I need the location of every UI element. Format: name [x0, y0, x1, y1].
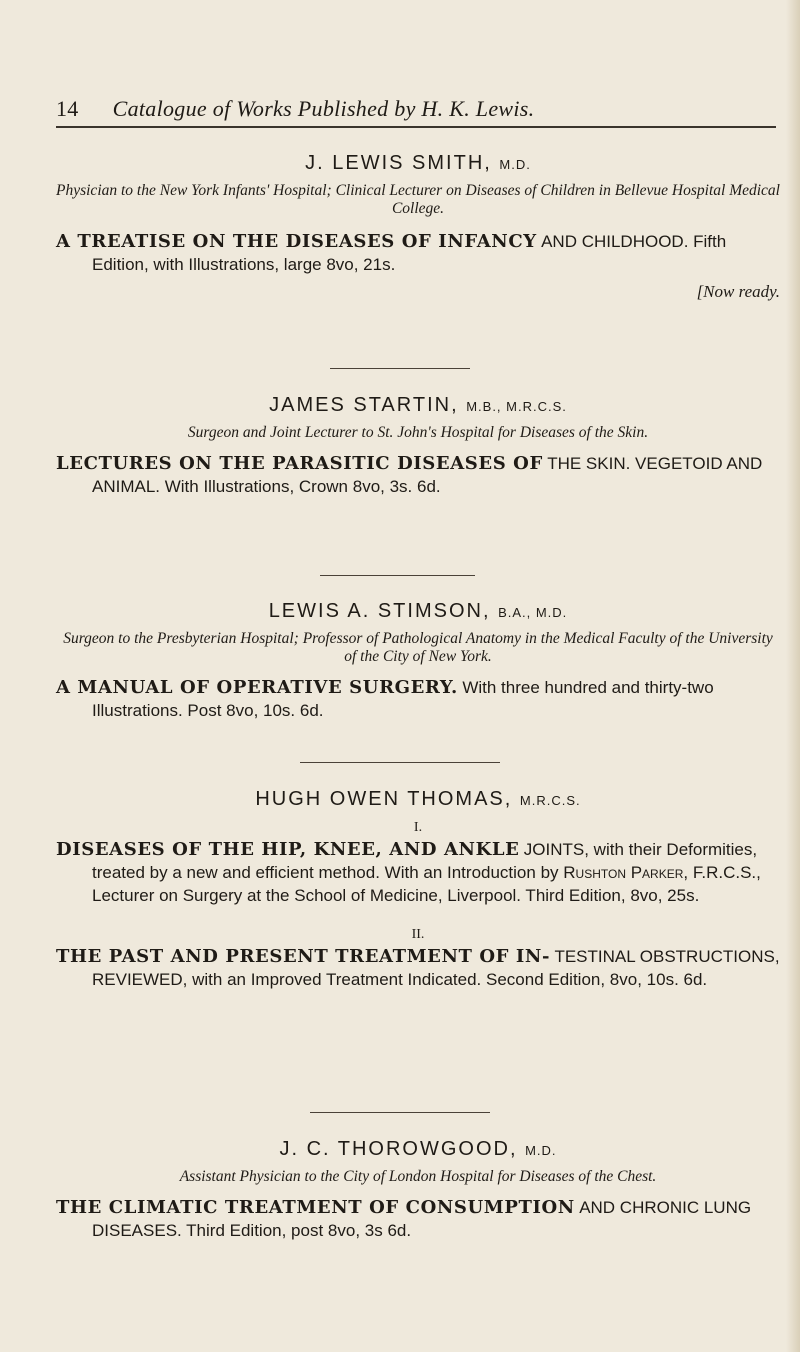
header-rule — [56, 126, 776, 128]
work-title: A TREATISE ON THE DISEASES OF INFANCY — [56, 231, 537, 252]
work-title: DISEASES OF THE HIP, KNEE, AND ANKLE — [56, 839, 520, 860]
work-listing — [56, 452, 780, 498]
author-text: J. LEWIS SMITH, — [305, 152, 492, 174]
work-title: LECTURES ON THE PARASITIC DISEASES OF — [56, 453, 543, 474]
author-affiliation: Physician to the New York Infants' Hospital; Clinical Lecturer on Diseases of Children in Bellevue Hospital Medical College. — [56, 182, 780, 217]
author-name — [56, 786, 780, 814]
work-listing — [56, 230, 780, 276]
author-text: JAMES STARTIN, — [269, 394, 459, 416]
author-name — [56, 392, 780, 420]
work-details-part: JOINTS, with their Deformities, treated by a new and efficient method. With an Introduction by — [92, 840, 758, 882]
work-details-part: , F.R.C.S., Lecturer on Surgery at the School of Medicine, Liverpool. Third Edition, 8vo, 25s. — [92, 863, 761, 905]
entry-separator — [310, 1112, 490, 1113]
work-details: AND CHILDHOOD. Fifth Edition, with Illustrations, large 8vo, 21s. — [92, 232, 727, 274]
availability-status: [Now ready. — [696, 282, 780, 301]
author-text: J. C. THOROWGOOD, — [279, 1138, 518, 1160]
entry-stimson — [56, 598, 780, 722]
work-listing — [56, 945, 780, 991]
author-name — [56, 1136, 780, 1164]
entry-separator — [330, 368, 470, 369]
author-name — [56, 598, 780, 626]
running-head-title: Catalogue of Works Published by H. K. Lewis. — [112, 96, 535, 121]
work-details: With three hundred and thirty-two Illustrations. Post 8vo, 10s. 6d. — [92, 678, 714, 720]
work-details: TESTINAL OBSTRUCTIONS, REVIEWED, with an Improved Treatment Indicated. Second Edition, 8vo, 10s. 6d. — [92, 947, 780, 989]
author-text: HUGH OWEN THOMAS, — [255, 788, 513, 810]
entry-thorowgood — [56, 1136, 780, 1242]
work-title: THE CLIMATIC TREATMENT OF CONSUMPTION — [56, 1197, 575, 1218]
entry-separator — [320, 575, 475, 576]
author-name — [56, 150, 780, 178]
work-listing — [56, 676, 780, 722]
work-listing — [56, 1196, 780, 1242]
work-details: AND CHRONIC LUNG DISEASES. Third Edition, post 8vo, 3s 6d. — [92, 1198, 752, 1240]
author-degree: M.R.C.S. — [519, 793, 581, 808]
author-affiliation: Assistant Physician to the City of London Hospital for Diseases of the Chest. — [179, 1168, 657, 1185]
author-text: LEWIS A. STIMSON, — [268, 600, 491, 622]
author-affiliation: Surgeon and Joint Lecturer to St. John's Hospital for Diseases of the Skin. — [187, 424, 649, 441]
work-title: A MANUAL OF OPERATIVE SURGERY. — [56, 677, 458, 698]
page-edge-shadow — [786, 0, 800, 1352]
work-title: THE PAST AND PRESENT TREATMENT OF IN- — [56, 946, 551, 967]
author-degree: M.B., M.R.C.S. — [466, 399, 567, 414]
work-details: THE SKIN. VEGETOID AND ANIMAL. With Illustrations, Crown 8vo, 3s. 6d. — [92, 454, 763, 496]
entry-startin — [56, 392, 780, 498]
author-degree: M.D. — [499, 157, 531, 172]
author-affiliation: Surgeon to the Presbyterian Hospital; Professor of Pathological Anatomy in the Medical Faculty of the University of the City of New York. — [63, 630, 773, 665]
author-degree: B.A., M.D. — [498, 605, 568, 620]
work-numeral: I. — [413, 820, 423, 835]
entry-lewis-smith — [56, 150, 780, 302]
page-number: 14 — [56, 96, 79, 121]
entry-thomas — [56, 786, 780, 991]
running-head — [56, 96, 776, 122]
work-numeral: II. — [411, 927, 425, 942]
introducer-name: Rushton Parker — [563, 863, 684, 882]
author-degree: M.D. — [525, 1143, 557, 1158]
entry-separator — [300, 762, 500, 763]
work-listing — [56, 838, 780, 907]
